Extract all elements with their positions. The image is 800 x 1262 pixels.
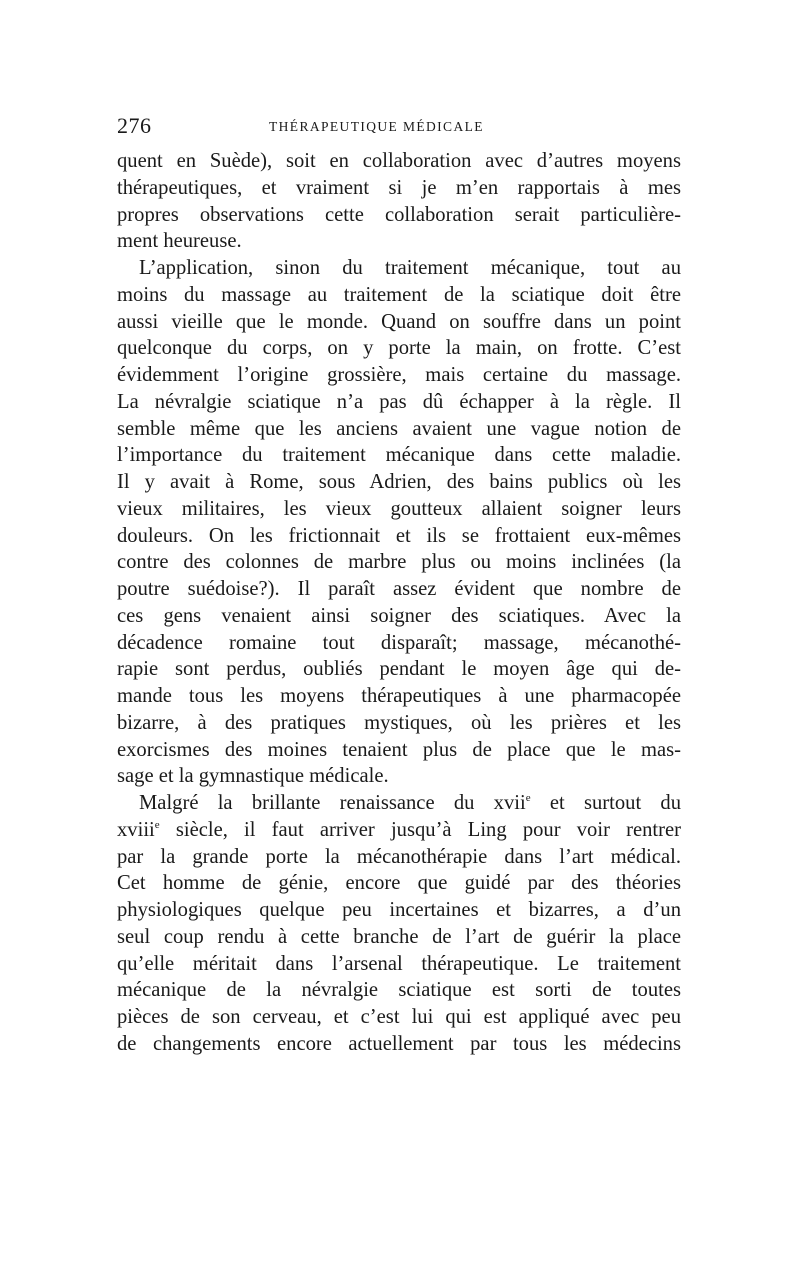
text-line: Cet homme de génie, encore que guidé par des théories (117, 872, 681, 895)
text-line: Il y avait à Rome, sous Adrien, des bains publics où les (117, 471, 681, 493)
text-line (117, 790, 681, 817)
text-line: physiologiques quelque peu incertaines et bizarres, a d’un (117, 899, 681, 921)
text-fragment: xviii (117, 818, 155, 841)
text-line: vieux militaires, les vieux goutteux allaient soigner leurs (117, 497, 681, 520)
page-header (117, 112, 681, 148)
running-title: THÉRAPEUTIQUE MÉDICALE (269, 119, 484, 134)
text-line: seul coup rendu à cette branche de l’art de guérir la place (117, 925, 681, 948)
text-line: poutre suédoise?). Il paraît assez évident que nombre de (117, 578, 681, 600)
page-number: 276 (117, 113, 152, 138)
text-line: évidemment l’origine grossière, mais certaine du massage. (117, 364, 681, 386)
text-line: de changements encore actuellement par tous les médecins (117, 1032, 681, 1055)
text-line: qu’elle méritait dans l’arsenal thérapeutique. Le traitement (117, 952, 681, 975)
text-line: mécanique de la névralgie sciatique est sorti de toutes (117, 979, 681, 1002)
paragraph-2 (117, 255, 681, 790)
paragraph-3 (117, 790, 681, 1058)
text-line: l’importance du traitement mécanique dans cette maladie. (117, 444, 681, 467)
text-line: décadence romaine tout disparaît; massage, mécanothé- (117, 631, 681, 654)
superscript: e (154, 818, 160, 831)
text-line: bizarre, à des pratiques mystiques, où les prières et les (117, 711, 681, 734)
text-line: quent en Suède), soit en collaboration avec d’autres moyens (117, 150, 681, 172)
text-line: semble même que les anciens avaient une vague notion de (117, 417, 681, 440)
paragraph-1 (117, 148, 681, 255)
text-fragment: siècle, il faut arriver jusqu’à Ling pour voir rentrer (159, 818, 681, 841)
text-line: ces gens venaient ainsi soigner des sciatiques. Avec la (117, 604, 681, 627)
text-fragment: Malgré la brillante renaissance du xvii (139, 792, 526, 814)
text-fragment: et surtout du (530, 792, 682, 814)
text-line (117, 817, 681, 844)
text-line: quelconque du corps, on y porte la main, on frotte. C’est (117, 337, 681, 360)
superscript: e (525, 792, 531, 804)
text-line: douleurs. On les frictionnait et ils se frottaient eux-mêmes (117, 524, 681, 547)
text-line: propres observations cette collaboration serait particulière- (117, 203, 681, 226)
text-line: aussi vieille que le monde. Quand on souffre dans un point (117, 310, 681, 333)
text-line: rapie sont perdus, oubliés pendant le moyen âge qui de- (117, 658, 681, 681)
text-line: L’application, sinon du traitement mécanique, tout au (139, 257, 681, 279)
text-line: contre des colonnes de marbre plus ou moins inclinées (la (117, 551, 681, 574)
text-line: sage et la gymnastique médicale. (117, 765, 389, 788)
text-line: thérapeutiques, et vraiment si je m’en rapportais à mes (117, 176, 681, 199)
text-line: pièces de son cerveau, et c’est lui qui est appliqué avec peu (117, 1006, 681, 1028)
text-line: moins du massage au traitement de la sciatique doit être (117, 283, 681, 306)
book-page (117, 112, 681, 1058)
text-line: ment heureuse. (117, 230, 242, 253)
text-line: exorcismes des moines tenaient plus de place que le mas- (117, 738, 681, 761)
text-line: par la grande porte la mécanothérapie dans l’art médical. (117, 845, 681, 868)
body-text (117, 148, 681, 1058)
text-line: mande tous les moyens thérapeutiques à une pharmacopée (117, 685, 681, 707)
text-line: La névralgie sciatique n’a pas dû échapper à la règle. Il (117, 390, 681, 413)
